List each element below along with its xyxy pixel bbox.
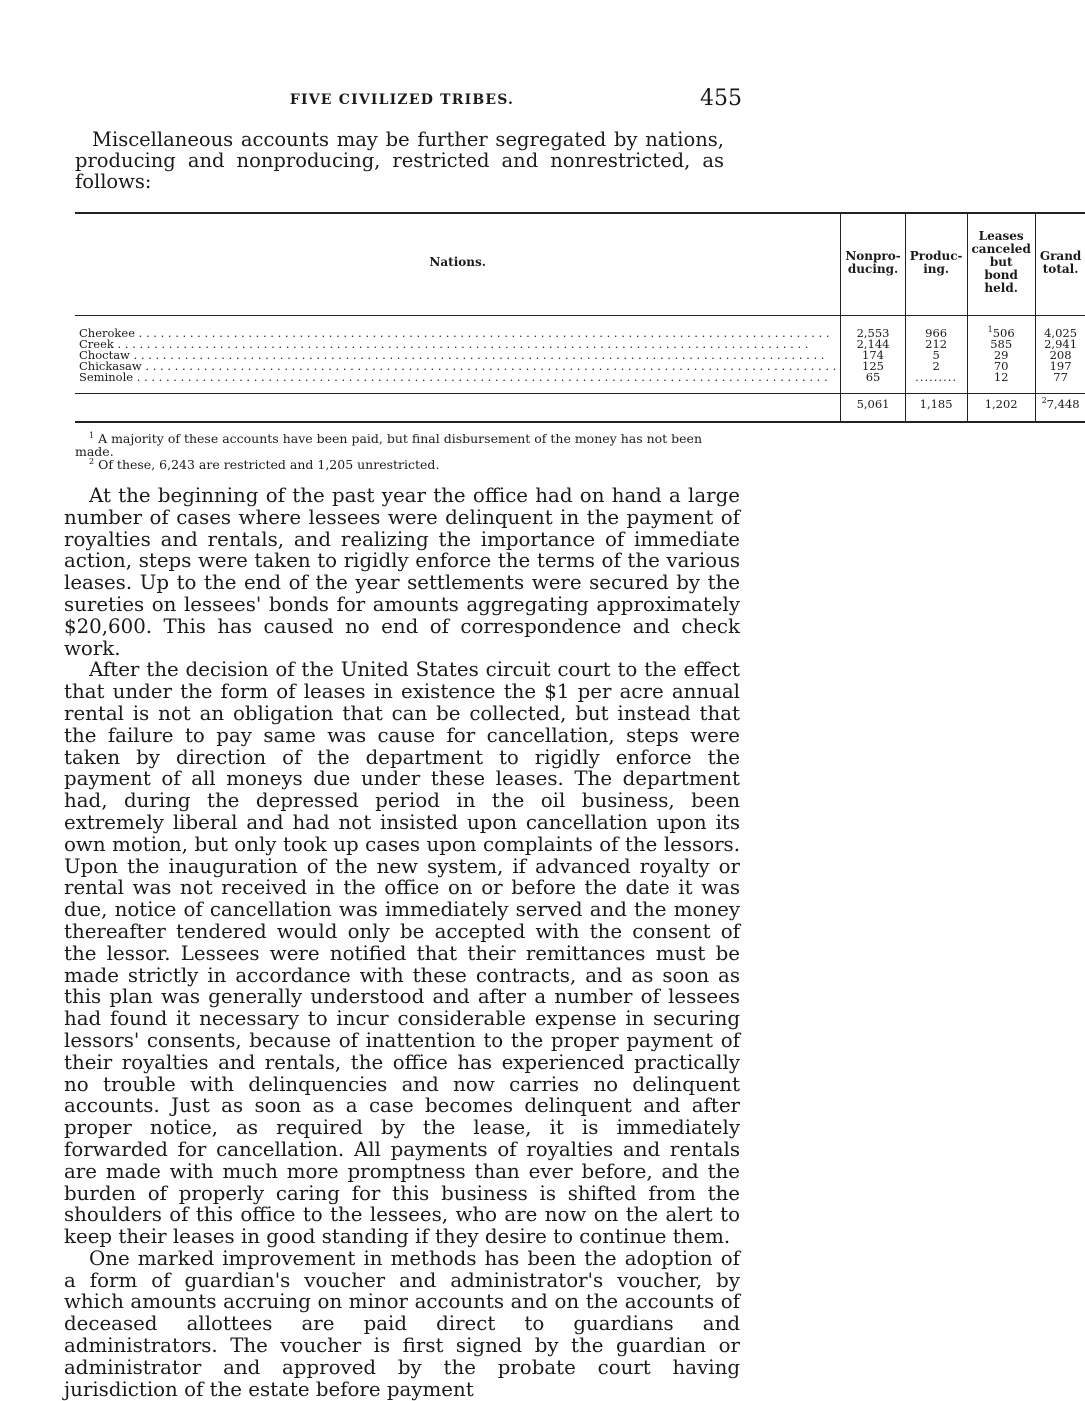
total-cell: 4,025	[1035, 316, 1085, 340]
footnote-text: Of these, 6,243 are restricted and 1,205 unrestricted.	[98, 457, 440, 472]
page-number: 455	[700, 86, 742, 111]
accounts-table-wrap	[75, 212, 1082, 423]
header-nations: Nations.	[429, 255, 486, 269]
producing-cell: 2	[905, 361, 967, 372]
producing-cell	[905, 372, 967, 394]
nation-name-text: Chickasaw	[79, 359, 142, 373]
table-row	[75, 372, 1085, 394]
header-grand-total	[1035, 213, 1085, 316]
body-text	[64, 485, 740, 1400]
running-title: FIVE CIVILIZED TRIBES.	[289, 92, 515, 108]
footnote-ref: 1	[987, 325, 993, 335]
producing-cell: 212	[905, 339, 967, 350]
header-nonproducing	[841, 213, 905, 316]
footnote-mark: 1	[89, 430, 95, 440]
producing-cell: 966	[905, 316, 967, 340]
total-cell: 208	[1035, 350, 1085, 361]
grand-total-cell	[1035, 394, 1085, 423]
empty-cell-dots: .........	[915, 370, 958, 384]
footnotes	[75, 432, 741, 471]
header-producing	[905, 213, 967, 316]
accounts-table	[75, 212, 1085, 423]
total-cell: 197	[1035, 361, 1085, 372]
running-head	[62, 86, 742, 116]
header-nonproducing-label: Nonpro- ducing.	[845, 248, 901, 276]
nonproducing-cell: 2,144	[841, 339, 905, 350]
leases-value: 506	[992, 326, 1015, 340]
document-page	[62, 86, 1082, 1401]
footnote	[75, 432, 741, 458]
nation-name-text: Cherokee	[79, 326, 136, 340]
table-header-row	[75, 213, 1085, 316]
nation-name-text: Creek	[79, 337, 114, 351]
footnote-ref: 2	[1041, 396, 1047, 406]
leases-cell: 585	[967, 339, 1035, 350]
total-producing: 1,185	[905, 394, 967, 423]
nonproducing-cell: 174	[841, 350, 905, 361]
producing-cell: 5	[905, 350, 967, 361]
leader-dots	[133, 370, 828, 384]
leases-cell: 12	[967, 372, 1035, 394]
body-paragraph: At the beginning of the past year the office had on hand a large number of cases where lessees were delinquent in the payment of royalties and rentals, and realizing the importance of immediate action, steps were taken to rigidly enforce the terms of the various leases. Up to the end of the year settlements were secured by the sureties on lessees' bonds for amounts aggregating approximately $20,600. This has caused no end of correspondence and check work.	[64, 484, 740, 660]
grand-total-value: 7,448	[1046, 397, 1080, 411]
header-leases-canceled	[967, 213, 1035, 316]
body-paragraph: One marked improvement in methods has been the adoption of a form of guardian's voucher and administrator's voucher, by which amounts accruing on minor accounts and on the accounts of deceased allottees are paid direct to guardians and administrators. The voucher is first signed by the guardian or administrator and approved by the probate court having jurisdiction of the estate before payment	[64, 1246, 740, 1401]
nation-name	[75, 316, 841, 340]
total-cell: 2,941	[1035, 339, 1085, 350]
header-leases-canceled-label: Leases canceled but bond held.	[971, 229, 1031, 295]
header-grand-total-label: Grand total.	[1039, 248, 1082, 276]
header-producing-label: Produc- ing.	[909, 248, 963, 276]
body-paragraph: After the decision of the United States circuit court to the effect that under the form of leases in existence the $1 per acre annual rental is not an obligation that can be collected, but instead that the failure to pay same was cause for cancellation, steps were taken by direction of the department to rigidly enforce the payment of all moneys due under these leases. The department had, during the depressed period in the oil business, been extremely liberal and had not insisted upon cancellation upon its own motion, but only took up cases upon complaints of the lessors. Upon the inauguration of the new system, if advanced royalty or rental was not received in the office on or before the date it was due, notice of cancellation was immediately served and the money thereafter tendered would only be accepted with the consent of the lessor. Lessees were notified that their remittances must be made strictly in accordance with these contracts, and as soon as this plan was generally understood and after a number of lessees had found it necessary to incur considerable expense in securing lessors' consents, because of inattention to the proper payment of their royalties and rentals, the office has experienced practically no trouble with delinquencies and now carries no delinquent accounts. Just as soon as a case becomes delinquent and after proper notice, as required by the lease, it is immediately forwarded for cancellation. All payments of royalties and rentals are made with much more promptness than ever before, and the burden of properly caring for this business is shifted from the shoulders of this office to the lessees, who are now on the alert to keep their leases in good standing if they desire to continue them.	[64, 658, 740, 1249]
footnote-text: A majority of these accounts have been paid, but final disbursement of the money has not been made.	[75, 431, 703, 459]
total-leases: 1,202	[967, 394, 1035, 423]
nation-name	[75, 372, 841, 394]
total-nonproducing: 5,061	[841, 394, 905, 423]
footnote	[75, 458, 741, 471]
nation-name-text: Seminole	[79, 370, 134, 384]
footnote-mark: 2	[89, 456, 95, 466]
leases-cell: 70	[967, 361, 1035, 372]
table-row	[75, 316, 1085, 340]
intro-paragraph: Miscellaneous accounts may be further segregated by nations, producing and nonproducing, restricted and nonrestricted, as follows:	[75, 128, 724, 193]
nonproducing-cell: 2,553	[841, 316, 905, 340]
leases-cell	[967, 316, 1035, 340]
total-cell: 77	[1035, 372, 1085, 394]
totals-row	[75, 394, 1085, 423]
totals-label-cell	[75, 394, 841, 423]
nation-name-text: Choctaw	[79, 348, 130, 362]
nonproducing-cell: 125	[841, 361, 905, 372]
leases-cell: 29	[967, 350, 1035, 361]
nonproducing-cell: 65	[841, 372, 905, 394]
